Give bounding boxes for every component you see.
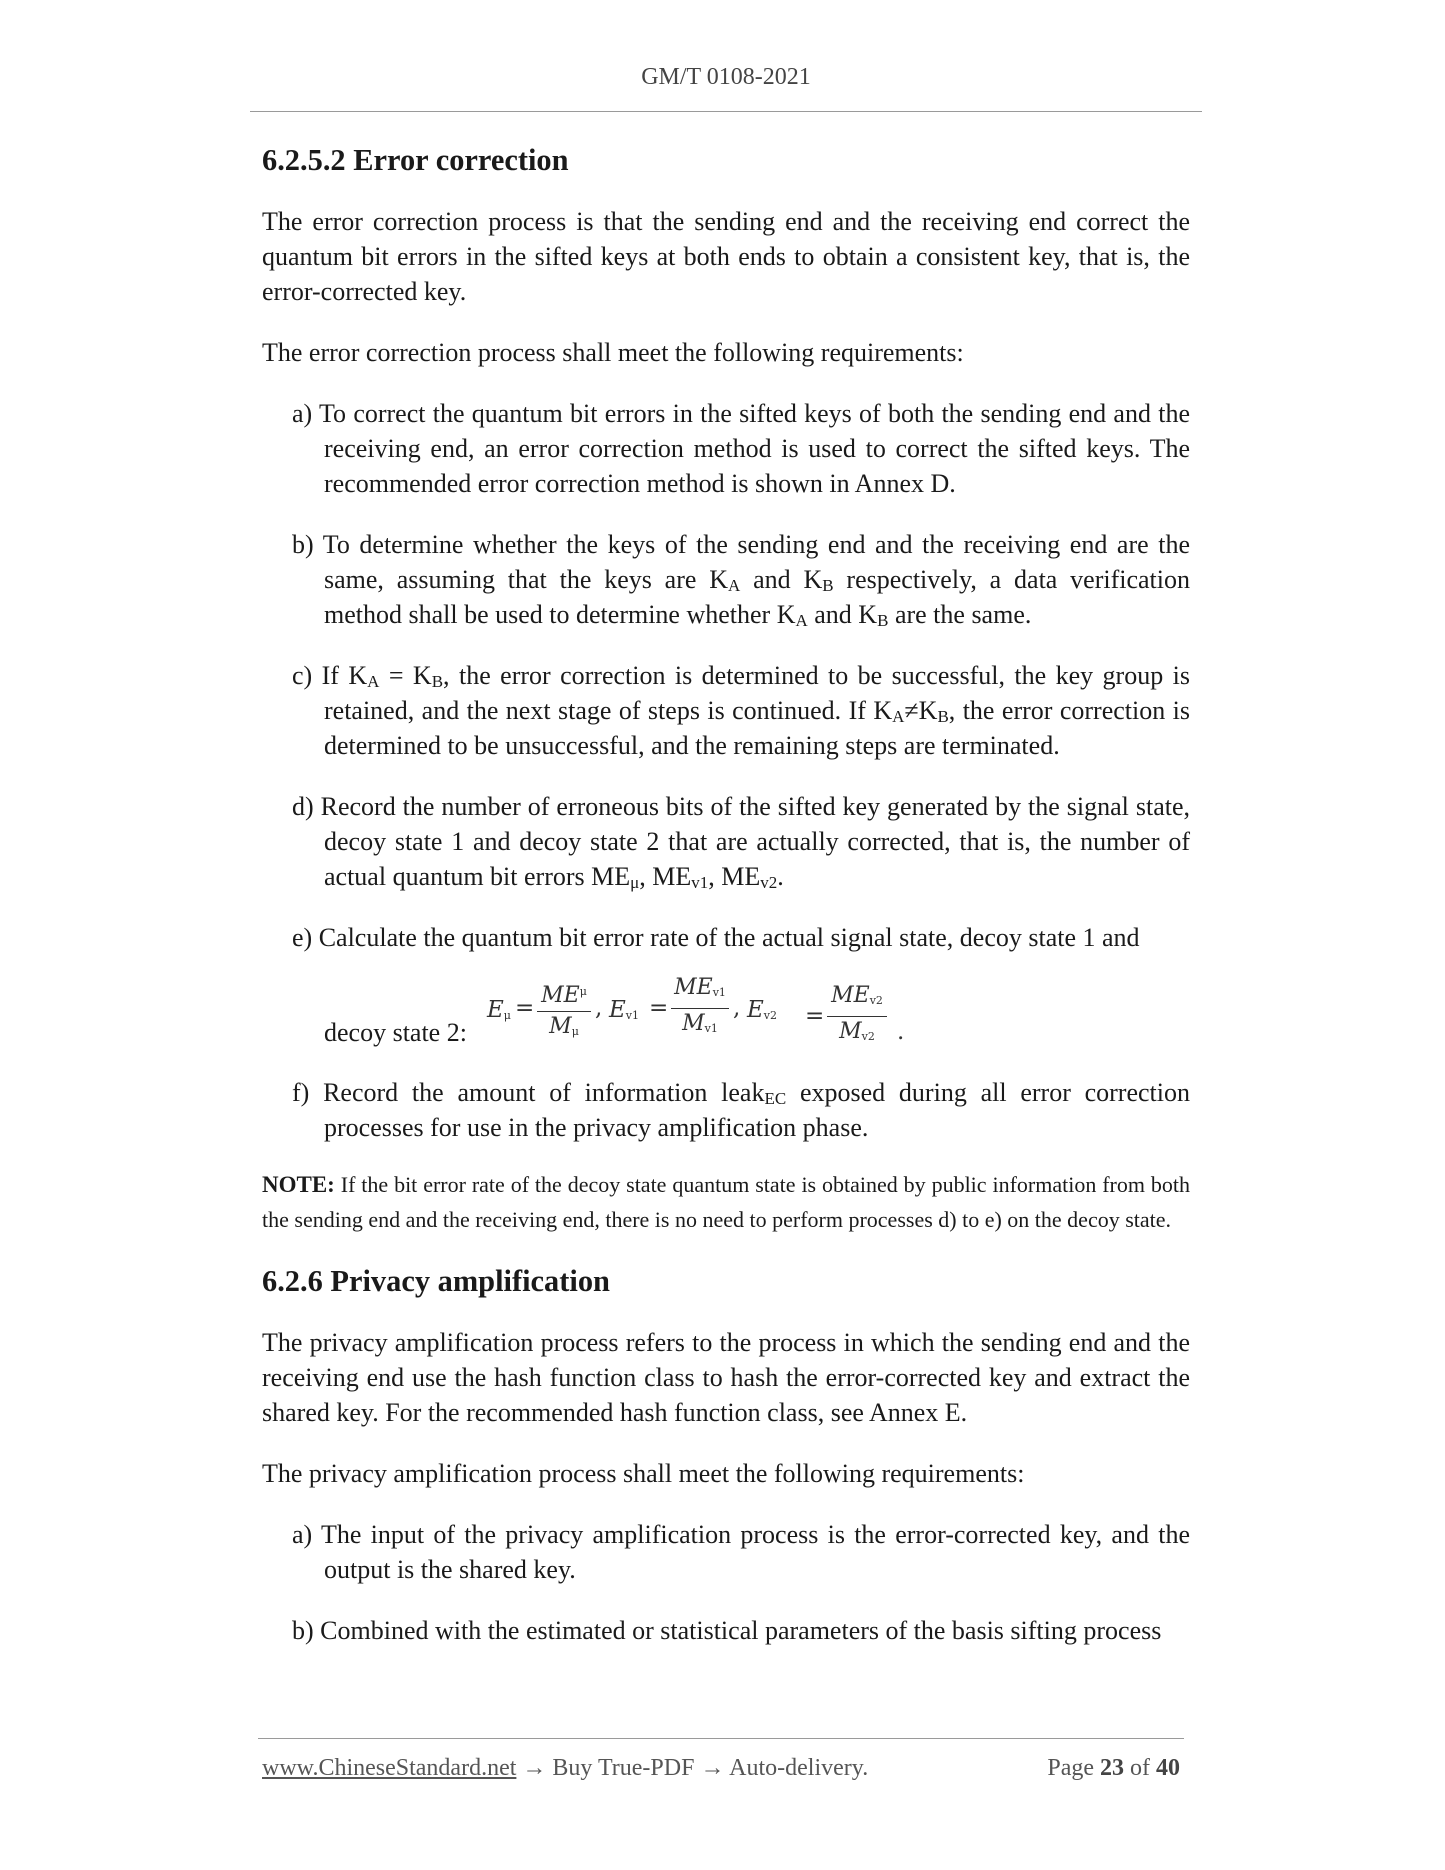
section-heading-6-2-5-2: 6.2.5.2 Error correction	[262, 143, 569, 177]
paragraph-requirements-intro: The error correction process shall meet the following requirements:	[262, 338, 964, 367]
note-paragraph: NOTE: If the bit error rate of the decoy state quantum state is obtained by public information from both the sending end and the receiving end, there is no need to perform processes d) to e) on the decoy state.	[262, 1172, 1190, 1232]
formula-equals: =	[649, 995, 669, 1021]
footer-divider	[258, 1738, 1184, 1739]
paragraph-privacy-requirements-intro: The privacy amplification process shall meet the following requirements:	[262, 1459, 1025, 1488]
formula-fraction-v2: MEv2 Mv2	[827, 983, 887, 1050]
list-item-b: b) To determine whether the keys of the sending end and the receiving end are the same, assuming that the keys are $K_A$ and $K_B$ respectively, a data verification method shall be used to determine whether $K_A$ and $K_B$ are the same.	[292, 530, 1190, 630]
list-item-c: c) If $K_A = K_B$, the error correction is determined to be successful, the key group is retained, and the next stage of steps is continued. If $K_A\ne K_B$, the error correction is determined to be unsuccessful, and the remaining steps are terminated.	[292, 661, 1190, 760]
buy-true-pdf-text: Buy True-PDF	[552, 1755, 695, 1781]
list-item-a: a) To correct the quantum bit errors in the sifted keys of both the sending end and the receiving end, an error correction method is used to correct the sifted keys. The recommended error correction method is shown in Annex D.	[292, 399, 1190, 498]
formula-comma: ,	[733, 995, 741, 1021]
header-divider	[250, 111, 1202, 112]
list-item-d: d) Record the number of erroneous bits of the sifted key generated by the signal state, decoy state 1 and decoy state 2 that are actually corrected, that is, the number of actual quantum bit errors $ME_\mu$, $ME_{v1}$, $ME_{v2}$.	[292, 792, 1190, 892]
paragraph-privacy-amplification-intro: The privacy amplification process refers to the process in which the sending end and the receiving end use the hash function class to hash the error-corrected key and extract the shared key. For the recommended hash function class, see Annex E.	[262, 1328, 1190, 1427]
list-item-f: f) Record the amount of information leak$_{EC}$ exposed during all error correction processes for use in the privacy amplification phase.	[292, 1078, 1190, 1142]
privacy-list-item-a: a) The input of the privacy amplification process is the error-corrected key, and the output is the shared key.	[292, 1520, 1190, 1584]
arrow-icon: →	[522, 1755, 547, 1781]
formula-comma: ,	[595, 995, 603, 1021]
current-page: 23	[1100, 1755, 1124, 1781]
chinesestandard-link[interactable]: www.ChineseStandard.net	[262, 1755, 517, 1781]
auto-delivery-text: Auto-delivery.	[729, 1755, 869, 1781]
arrow-icon: →	[700, 1755, 725, 1781]
section-heading-6-2-6: 6.2.6 Privacy amplification	[262, 1264, 610, 1298]
list-item-e: e) Calculate the quantum bit error rate of the actual signal state, decoy state 1 and	[292, 923, 1140, 952]
page-header: GM/T 0108-2021	[641, 64, 811, 90]
formula-equals: =	[805, 1003, 825, 1029]
total-pages: 40	[1156, 1755, 1180, 1781]
privacy-list-item-b: b) Combined with the estimated or statistical parameters of the basis sifting process	[292, 1616, 1162, 1645]
note-label: NOTE:	[262, 1172, 335, 1197]
formula-equals: =	[515, 995, 535, 1021]
error-rate-formula-row	[262, 969, 1190, 1055]
page-content	[262, 140, 1190, 1648]
error-rate-formula	[487, 969, 1187, 1055]
paragraph-error-correction-intro: The error correction process is that the sending end and the receiving end correct the quantum bit errors in the sifted keys at both ends to obtain a consistent key, that is, the error-corrected key.	[262, 207, 1190, 306]
formula-e-mu: Eμ	[487, 997, 511, 1023]
footer-links	[262, 1755, 868, 1782]
formula-fraction-v1: MEv1 Mv1	[671, 975, 729, 1042]
page-number: Page 23 of 40	[1047, 1755, 1180, 1781]
formula-label: decoy state 2:	[324, 1018, 467, 1047]
formula-fraction-mu: $ME^\mu$ Mμ	[537, 979, 591, 1045]
formula-e-v2: Ev2	[747, 997, 778, 1023]
formula-e-v1: Ev1	[609, 997, 640, 1023]
formula-period: .	[897, 1019, 905, 1045]
